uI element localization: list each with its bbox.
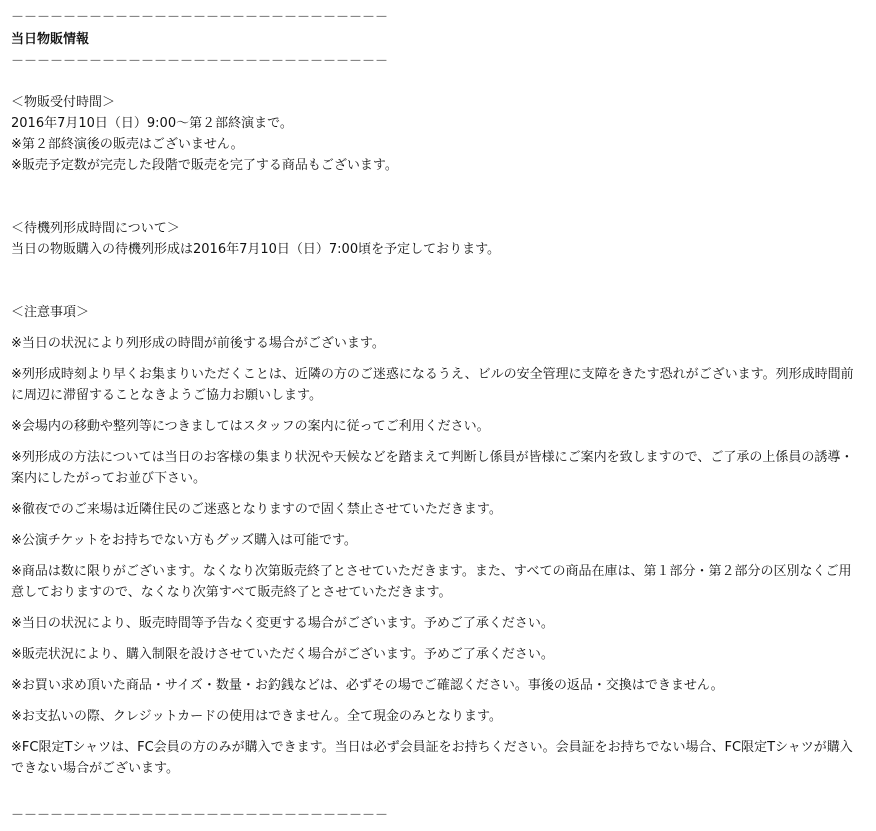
sales-time-line: 2016年7月10日（日）9:00〜第２部終演まで。	[11, 116, 293, 131]
sales-time-section	[11, 92, 867, 176]
note-item: ※お買い求め頂いた商品・サイズ・数量・お釣銭などは、必ずその場でご確認ください。事後の返品・交換はできません。	[11, 678, 724, 693]
note-item: ※会場内の移動や整列等につきましてはスタッフの案内に従ってご利用ください。	[11, 419, 490, 434]
note-item: ※販売状況により、購入制限を設けさせていただく場合がございます。予めご了承ください。	[11, 647, 554, 662]
note-item: ※列形成の方法については当日のお客様の集まり状況や天候などを踏まえて判断し係員が皆様にご案内を致しますので、ご了承の上係員の誘導・案内にしたがってお並び下さい。	[11, 450, 854, 486]
divider-under-title: －－－－－－－－－－－－－－－－－－－－－－－－－－－－－	[11, 54, 389, 69]
sales-time-line: ※販売予定数が完売した段階で販売を完了する商品もございます。	[11, 158, 398, 173]
sales-time-heading: ＜物販受付時間＞	[11, 95, 116, 110]
document-body	[11, 0, 867, 789]
note-item: ※当日の状況により、販売時間等予告なく変更する場合がございます。予めご了承ください。	[11, 616, 554, 631]
queue-time-line: 当日の物販購入の待機列形成は2016年7月10日（日）7:00頃を予定しております。	[11, 242, 501, 257]
notes-section	[11, 302, 867, 779]
note-item: ※FC限定Tシャツは、FC会員の方のみが購入できます。当日は必ず会員証をお持ちください。会員証をお持ちでない場合、FC限定Tシャツが購入できない場合がございます。	[11, 740, 853, 776]
note-item: ※公演チケットをお持ちでない方もグッズ購入は可能です。	[11, 533, 357, 548]
divider-bottom: －－－－－－－－－－－－－－－－－－－－－－－－－－－－－	[11, 808, 389, 823]
note-item: ※商品は数に限りがございます。なくなり次第販売終了とさせていただきます。また、すべての商品在庫は、第１部分・第２部分の区別なくご用意しておりますので、なくなり次第すべて販売終了とさせていただきます。	[11, 564, 852, 600]
queue-time-section	[11, 218, 867, 260]
notes-heading: ＜注意事項＞	[11, 305, 90, 320]
note-item: ※当日の状況により列形成の時間が前後する場合がございます。	[11, 336, 385, 351]
note-item: ※お支払いの際、クレジットカードの使用はできません。全て現金のみとなります。	[11, 709, 502, 724]
page-title: 当日物販情報	[11, 32, 90, 47]
note-item: ※徹夜でのご来場は近隣住民のご迷惑となりますので固く禁止させていただきます。	[11, 502, 502, 517]
queue-time-heading: ＜待機列形成時間について＞	[11, 221, 180, 236]
note-item: ※列形成時刻より早くお集まりいただくことは、近隣の方のご迷惑になるうえ、ビルの安全管理に支障をきたす恐れがございます。列形成時間前に周辺に滞留することなきようご協力お願いします。	[11, 367, 854, 403]
divider-top: －－－－－－－－－－－－－－－－－－－－－－－－－－－－－	[11, 10, 389, 25]
sales-time-line: ※第２部終演後の販売はございません。	[11, 137, 244, 152]
